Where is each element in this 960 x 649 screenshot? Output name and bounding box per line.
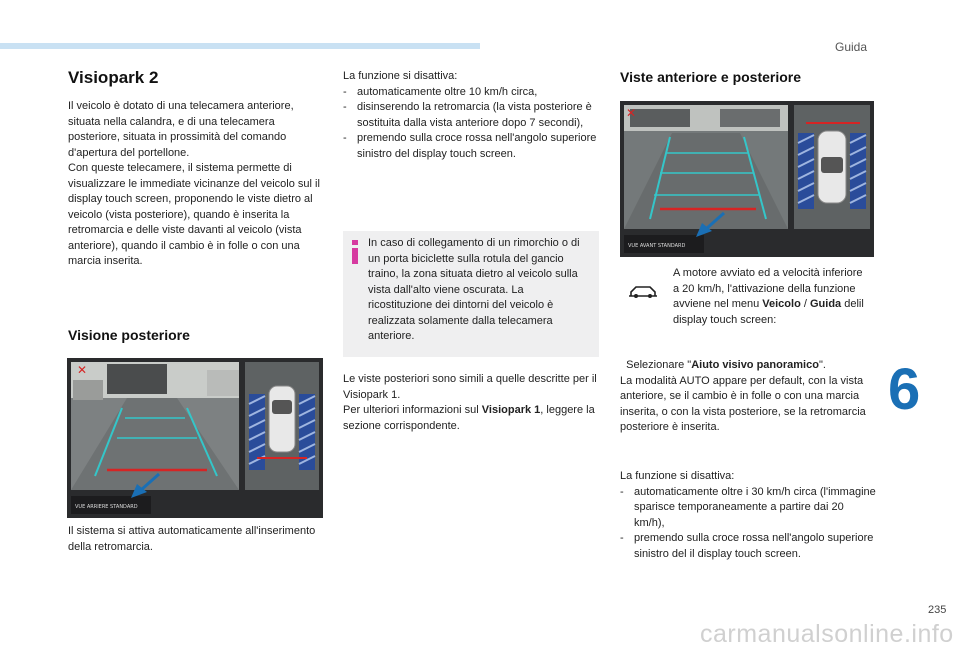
info-icon xyxy=(351,240,359,264)
rear-note-2 xyxy=(343,403,599,434)
deactivation-list-2 xyxy=(620,485,876,563)
deactivation-list xyxy=(343,85,599,163)
deactivation-block-2 xyxy=(620,469,876,562)
front-camera-image xyxy=(620,101,874,257)
list-item: - premendo sulla croce rossa nell'angolo superiore sinistro del display touch screen. xyxy=(343,131,599,162)
menu-driving: Guida xyxy=(809,298,842,310)
list-item: - automaticamente oltre i 30 km/h circa (l'immagine sparisce temporaneamente a partire dai 20 km/h), xyxy=(620,485,876,532)
auto-mode-text: La modalità AUTO appare per default, con la vista anteriore, se il cambio è in folle o con una marcia inserita, o con la vista posteriore, se la retromarcia posteriore è inserita. xyxy=(620,374,866,433)
rear-image-label: VUE ARRIERE STANDARD xyxy=(75,504,138,510)
menu-separator: / xyxy=(800,298,810,310)
deactivation-title: La funzione si disattiva: xyxy=(343,70,458,82)
info-box xyxy=(343,231,599,357)
select-text-end: ". xyxy=(818,359,826,371)
menu-vehicle: Veicolo xyxy=(762,298,801,310)
page-number: 235 xyxy=(928,604,947,616)
chapter-tab xyxy=(880,340,960,440)
front-rear-views-heading: Viste anteriore e posteriore xyxy=(620,69,802,85)
intro-paragraph-1: Il veicolo è dotato di una telecamera anteriore, situata nella calandra, e di una telecamera posteriore, situata in prossimità del comando d'apertura del portellone. xyxy=(68,100,294,159)
page-title: Visiopark 2 xyxy=(68,68,159,87)
intro-text xyxy=(68,99,324,270)
list-item: - premendo sulla croce rossa nell'angolo superiore sinistro del il display touch screen. xyxy=(620,531,876,562)
rear-note-2-end: , leggere la sezione corrispondente. xyxy=(343,404,595,432)
section-label: Guida xyxy=(835,40,868,54)
menu-text-end: delil display touch screen: xyxy=(673,298,864,326)
watermark: carmanualsonline.info xyxy=(700,620,954,648)
visiopark-1-reference: Visiopark 1 xyxy=(481,404,541,416)
svg-text:✕: ✕ xyxy=(77,363,88,377)
deactivation-title-2: La funzione si disattiva: xyxy=(620,470,735,482)
intro-paragraph-2: Con queste telecamere, il sistema permette di visualizzare le immediate vicinanze del veicolo sul il display touch screen, proponendo le viste dietro al veicolo (vista posteriore), quando è inserita la retromarcia e delle viste davanti al veicolo (vista anteriore), quando il cambio è in folle o con una marcia inserita. xyxy=(68,162,320,267)
menu-text-intro: A motore avviato ed a velocità inferiore a 20 km/h, l'attivazione della funzione avviene nel menu xyxy=(673,267,863,310)
rear-view-heading: Visione posteriore xyxy=(68,327,190,343)
front-image-label: VUE AVANT STANDARD xyxy=(628,243,686,249)
rear-views-note xyxy=(343,372,599,434)
chapter-number: 6 xyxy=(888,357,921,422)
header-bar xyxy=(0,43,480,49)
select-instruction xyxy=(620,358,876,436)
front-camera-illustration xyxy=(620,101,874,257)
rear-note-2-text: Per ulteriori informazioni sul xyxy=(343,404,482,416)
select-text-start: Selezionare " xyxy=(626,359,692,371)
menu-activation-text xyxy=(673,266,869,328)
deactivation-block-1 xyxy=(343,69,599,162)
select-line xyxy=(620,358,876,374)
list-item: - disinserendo la retromarcia (la vista posteriore è sostituita dalla vista anteriore dopo 7 secondi), xyxy=(343,100,599,131)
list-item: - automaticamente oltre 10 km/h circa, xyxy=(343,85,599,101)
rear-camera-image xyxy=(67,358,323,518)
info-text: In caso di collegamento di un rimorchio o di un porta biciclette sulla rotula del gancio traino, la zona situata dietro al veicolo sulla vista dall'alto viene oscurata. La ricostituzione dei dintorni del veicolo è realizzata solamente dalla telecamera anteriore. xyxy=(368,237,580,342)
car-menu-icon xyxy=(628,283,658,301)
svg-text:✕: ✕ xyxy=(626,106,637,120)
rear-caption: Il sistema si attiva automaticamente all'inserimento della retromarcia. xyxy=(68,525,316,553)
rear-camera-illustration xyxy=(67,358,323,518)
panoramic-aid-option: Aiuto visivo panoramico xyxy=(691,359,819,371)
rear-note-1: Le viste posteriori sono simili a quelle descritte per il Visiopark 1. xyxy=(343,373,597,401)
